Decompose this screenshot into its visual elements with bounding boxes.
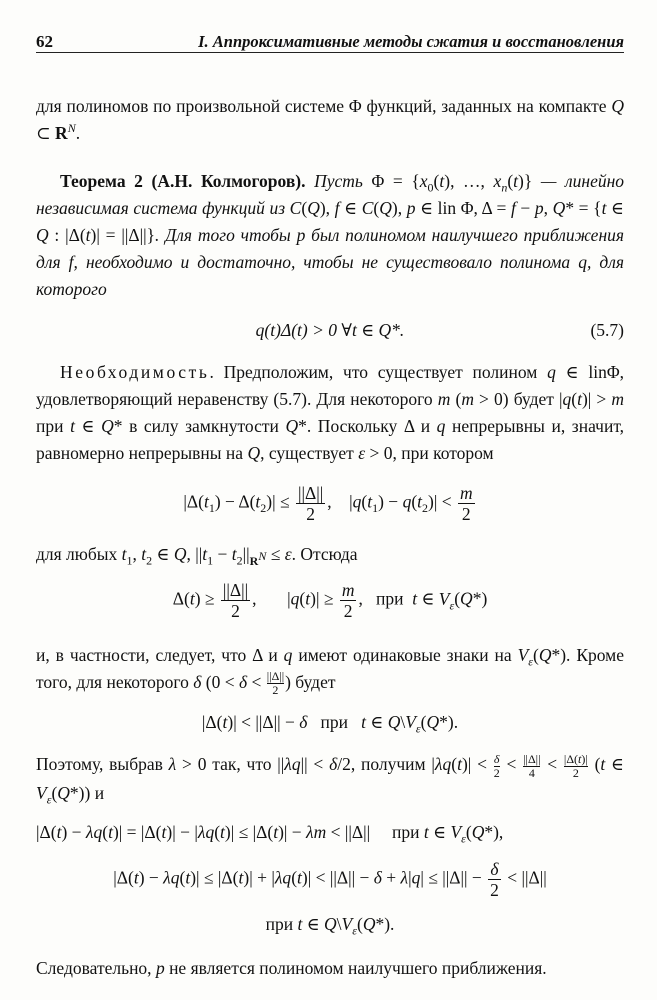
equation-second-condition: при t ∈ $Q\backslash V_\varepsilon(Q*)$. — [265, 913, 395, 938]
book-page — [36, 22, 624, 982]
paragraph-lambda: Поэтому, выбрав λ > 0 так, что ||λq|| < δ/2, получим |λq(t)| < $\frac{\delta}{2}$ < $\frac{||\Delta||}{4}$ < $\frac{|\Delta(t)|}{2}$ (t ∈ $V_\varepsilon(Q*)$) и — [36, 751, 625, 807]
paragraph-signs: и, в частности, следует, что Δ и q имеют одинаковые знаки на $V_\varepsilon(Q*)$. Кроме того, для некоторого δ (0 < δ < $\frac{||\Delta||}{2}$ ) будет — [36, 645, 625, 698]
page-header — [36, 22, 624, 53]
page-number: 62 — [36, 32, 53, 51]
equation-first-estimate: |Δ(t) − λq(t)| = |Δ(t)| − |λq(t)| ≤ |Δ(t)| − λm < ||Δ|| при t ∈ $V_\varepsilon(Q*)$, — [36, 821, 504, 846]
paragraph-conclusion: Следовательно, p не является полиномом наилучшего приближения. — [36, 957, 547, 978]
theorem-label: Теорема 2 (А.Н. Колмогоров). — [60, 171, 306, 191]
theorem-2: Теорема 2 (А.Н. Колмогоров). Пусть $\Phi = \{x_0(t)$, …, $x_n(t)$} — линейно независимая система функций из C(Q), f ∈ C(Q), p ∈ lin Φ, Δ = f − p, Q* = {t ∈ Q : |Δ(t)| = ||Δ||}. Для того чтобы p был полиномом наилучшего приближения для f, необходимо и достаточно, чтобы не существовало полинома q, для которого — [36, 171, 625, 299]
equation-5-7 — [36, 317, 624, 347]
paragraph-any: для любых $t_1$, $t_2$ ∈ Q, $||t_1 - t_2||_{R^N} \le \varepsilon$. Отсюда — [36, 544, 358, 568]
equation-bounds: Δ(t) ≥ $\frac{||\Delta||}{2}$ , |q(t)| ≥ $\frac{m}{2}$ , при t ∈ $V_\varepsilon(Q*)$ — [172, 580, 488, 621]
paragraph-necessity: Необходимость. Предположим, что существует полином q ∈ linΦ, удовлетворяющий неравенству (5.7). Для некоторого m (m > 0) будет |q(t)| > m при t ∈ Q* в силу замкнутости Q*. Поскольку Δ и q непрерывны и, значит, равномерно непрерывны на Q, существует ε > 0, при котором — [36, 362, 625, 463]
equation-5-7-formula: q(t)Δ(t) > 0 ∀t ∈ Q*. — [255, 320, 405, 340]
equation-second-estimate: |Δ(t) − λq(t)| ≤ |Δ(t)| + |λq(t)| < ||Δ|| − δ + λ|q| ≤ ||Δ|| − $\frac{\delta}{2}$ < ||Δ|| — [113, 858, 547, 900]
equation-uniform-continuity: $|\Delta(t_1) - \Delta(t_2)|$ ≤ $\frac{||\Delta||}{2}$ , $|q(t_1) - q(t_2)|$ < $\frac{m}{2}$ — [183, 483, 473, 524]
running-title: I. Аппроксимативные методы сжатия и восстановления — [198, 32, 624, 51]
paragraph-intro: для полиномов по произвольной системе Φ функций, заданных на компакте Q ⊂ $R^N$. — [36, 96, 624, 143]
equation-delta-bound: |Δ(t)| < ||Δ|| − δ при t ∈ $Q\backslash V_\varepsilon(Q*)$. — [201, 712, 459, 736]
equation-number-5-7: (5.7) — [590, 320, 624, 340]
